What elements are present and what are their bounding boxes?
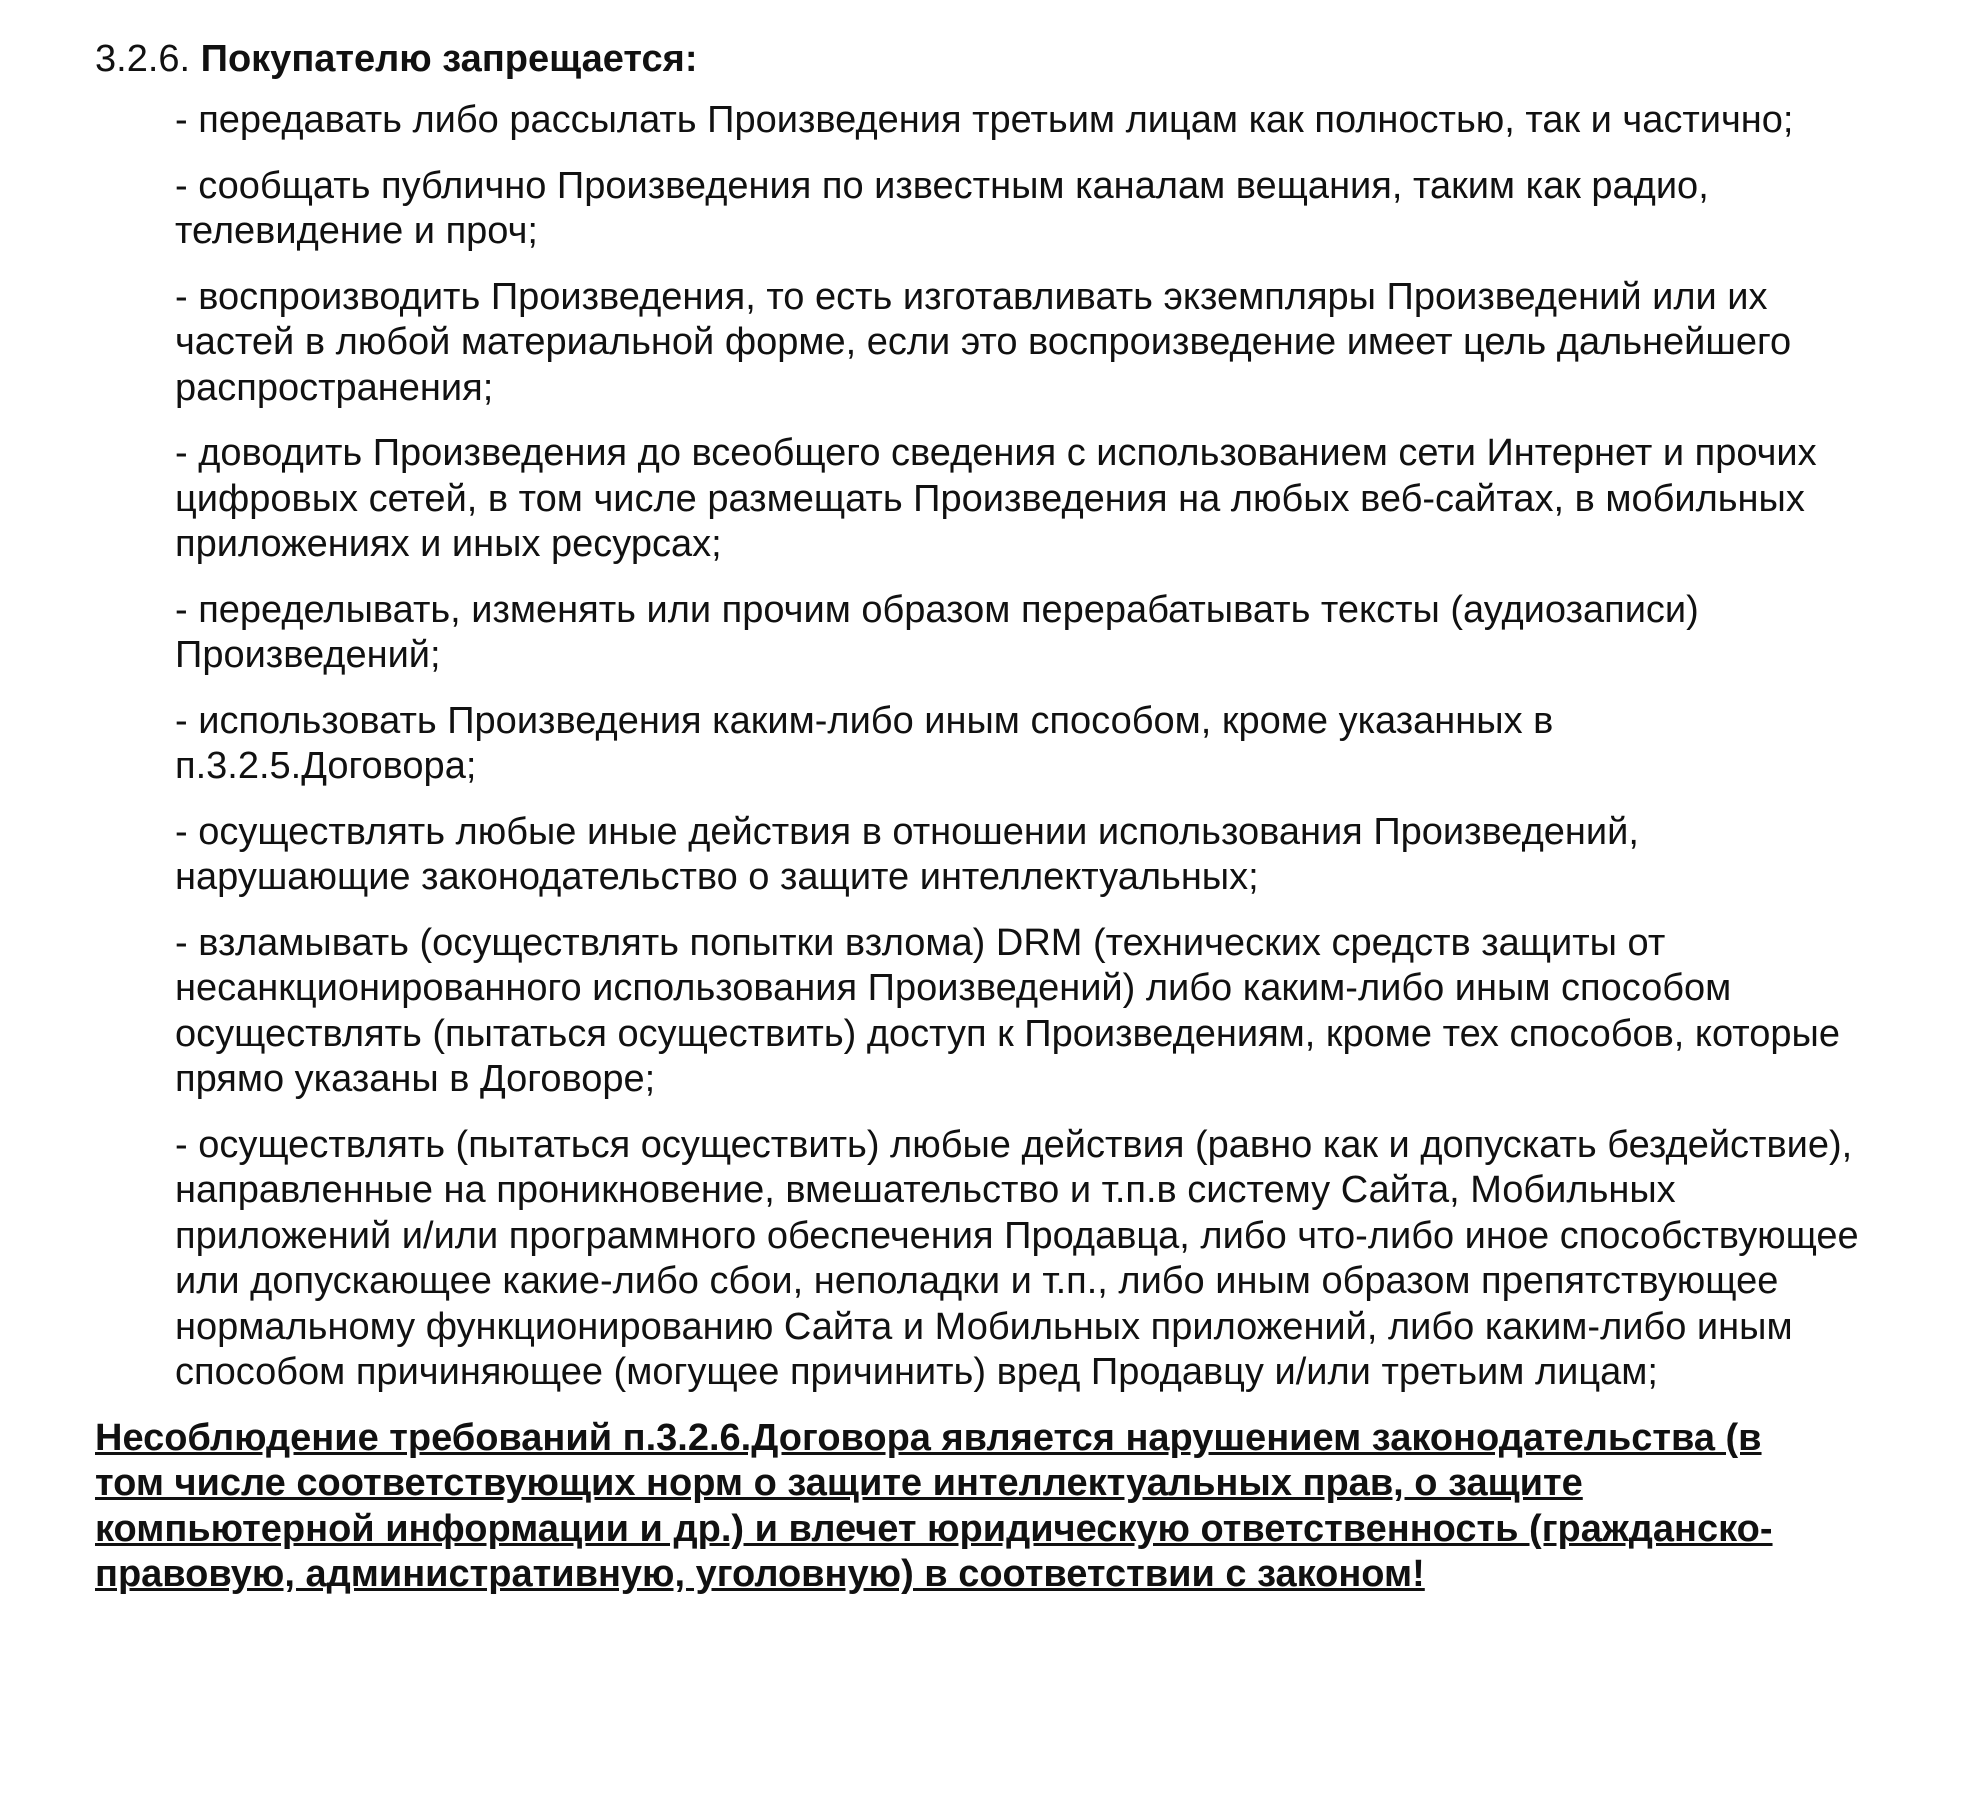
- list-item: - использовать Произведения каким-либо иным способом, кроме указанных в п.3.2.5.Договора;: [175, 699, 1554, 787]
- liability-warning: Несоблюдение требований п.3.2.6.Договора является нарушением законодательства (в том числе соответствующих норм о защите интеллектуальных прав, о защите компьютерной информации и др.) и влечет юридическую ответственность (гражданско-правовую, административную, уголовную) в соответствии с законом!: [95, 1416, 1773, 1595]
- list-item: - переделывать, изменять или прочим образом перерабатывать тексты (аудиозаписи) Произведений;: [175, 588, 1699, 676]
- prohibitions-list: [175, 98, 1865, 1396]
- list-item: - осуществлять любые иные действия в отношении использования Произведений, нарушающие законодательство о защите интеллектуальных;: [175, 810, 1639, 898]
- document-body: [95, 36, 1859, 1598]
- list-item: - передавать либо рассылать Произведения третьим лицам как полностью, так и частично;: [175, 99, 1794, 141]
- list-item: - взламывать (осуществлять попытки взлома) DRM (технических средств защиты от несанкционированного использования Произведений) либо каким-либо иным способом осуществлять (пытаться осуществить) доступ к Произведениям, кроме тех способов, которые прямо указаны в Договоре;: [175, 921, 1840, 1100]
- section-title: Покупателю запрещается:: [200, 38, 698, 80]
- list-item: - воспроизводить Произведения, то есть изготавливать экземпляры Произведений или их частей в любой материальной форме, если это воспроизведение имеет цель дальнейшего распространения;: [175, 275, 1792, 409]
- section-number: 3.2.6.: [95, 38, 191, 80]
- section-heading: [95, 36, 1815, 82]
- list-item: - сообщать публично Произведения по известным каналам вещания, таким как радио, телевидение и проч;: [175, 164, 1709, 252]
- list-item: - осуществлять (пытаться осуществить) любые действия (равно как и допускать бездействие), направленные на проникновение, вмешательство и т.п.в систему Сайта, Мобильных приложений и/или программного обеспечения Продавца, либо что-либо иное способствующее или допускающее какие-либо сбои, неполадки и т.п., либо иным образом препятствующее нормальному функционированию Сайта и Мобильных приложений, либо каким-либо иным способом причиняющее (могущее причинить) вред Продавцу и/или третьим лицам;: [175, 1123, 1859, 1393]
- list-item: - доводить Произведения до всеобщего сведения с использованием сети Интернет и прочих цифровых сетей, в том числе размещать Произведения на любых веб-сайтах, в мобильных приложениях и иных ресурсах;: [175, 432, 1817, 565]
